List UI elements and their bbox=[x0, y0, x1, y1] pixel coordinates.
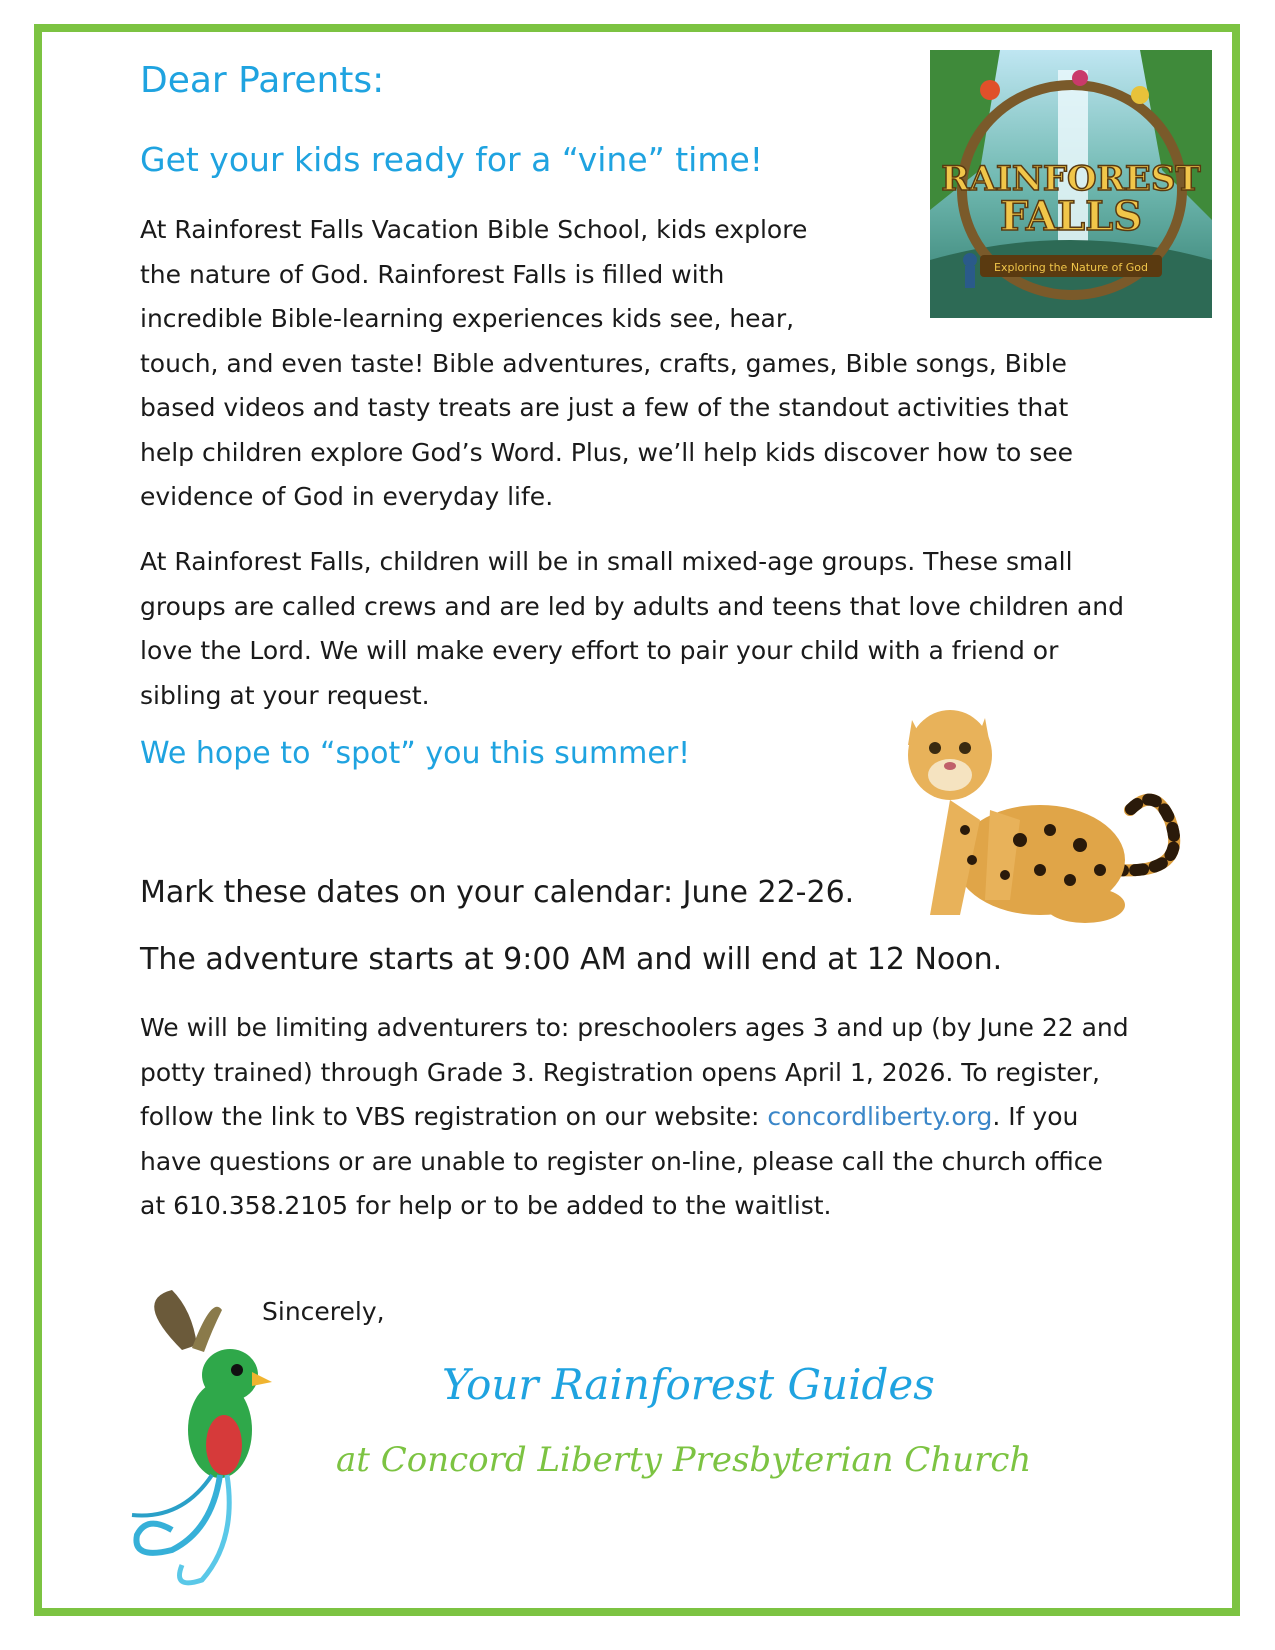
logo-line2: FALLS bbox=[999, 193, 1143, 240]
website-link[interactable]: concordliberty.org bbox=[767, 1102, 993, 1131]
leopard-illustration bbox=[890, 700, 1200, 935]
quetzal-bird-illustration bbox=[112, 1290, 287, 1590]
dates-line: Mark these dates on your calendar: June 22-26. bbox=[140, 875, 855, 910]
closing: Sincerely, bbox=[262, 1297, 385, 1326]
logo-tagline: Exploring the Nature of God bbox=[994, 261, 1148, 274]
signature-church: at Concord Liberty Presbyterian Church bbox=[336, 1440, 1032, 1480]
spot-heading: We hope to “spot” you this summer! bbox=[140, 736, 691, 771]
signature-guides: Your Rainforest Guides bbox=[442, 1360, 935, 1409]
intro-text: At Rainforest Falls Vacation Bible School, kids explore the nature of God. Rainforest Falls is filled with incredible Bible-learning experiences kids see, hear, touch, and even taste! Bible adventures, crafts, games, Bible songs, Bible based videos and tasty treats are just a few of the standout activities that help children explore God’s Word. Plus, we’ll help kids discover how to see evidence of God in everyday life. bbox=[140, 215, 1074, 511]
greeting-heading: Dear Parents: bbox=[140, 60, 385, 101]
time-line: The adventure starts at 9:00 AM and will end at 12 Noon. bbox=[140, 942, 1003, 977]
registration-paragraph bbox=[140, 1006, 1130, 1229]
registration-text-a: We will be limiting adventurers to: preschoolers ages 3 and up (by June 22 and potty trained) through Grade 3. Registration opens April 1, 2026. To register, follow the link to VBS registration on our website: bbox=[140, 1013, 1129, 1131]
registration-text-b: . If you have questions or are unable to register on-line, please call the church office at 610.358.2105 for help or to be added to the waitlist. bbox=[140, 1102, 1103, 1220]
headline: Get your kids ready for a “vine” time! bbox=[140, 140, 764, 179]
crews-paragraph: At Rainforest Falls, children will be in small mixed-age groups. These small groups are called crews and are led by adults and teens that love children and love the Lord. We will make every effort to pair your child with a friend or sibling at your request. bbox=[140, 547, 1124, 710]
rainforest-falls-logo bbox=[930, 50, 1212, 318]
logo-line1: RAINFOREST bbox=[941, 159, 1201, 199]
